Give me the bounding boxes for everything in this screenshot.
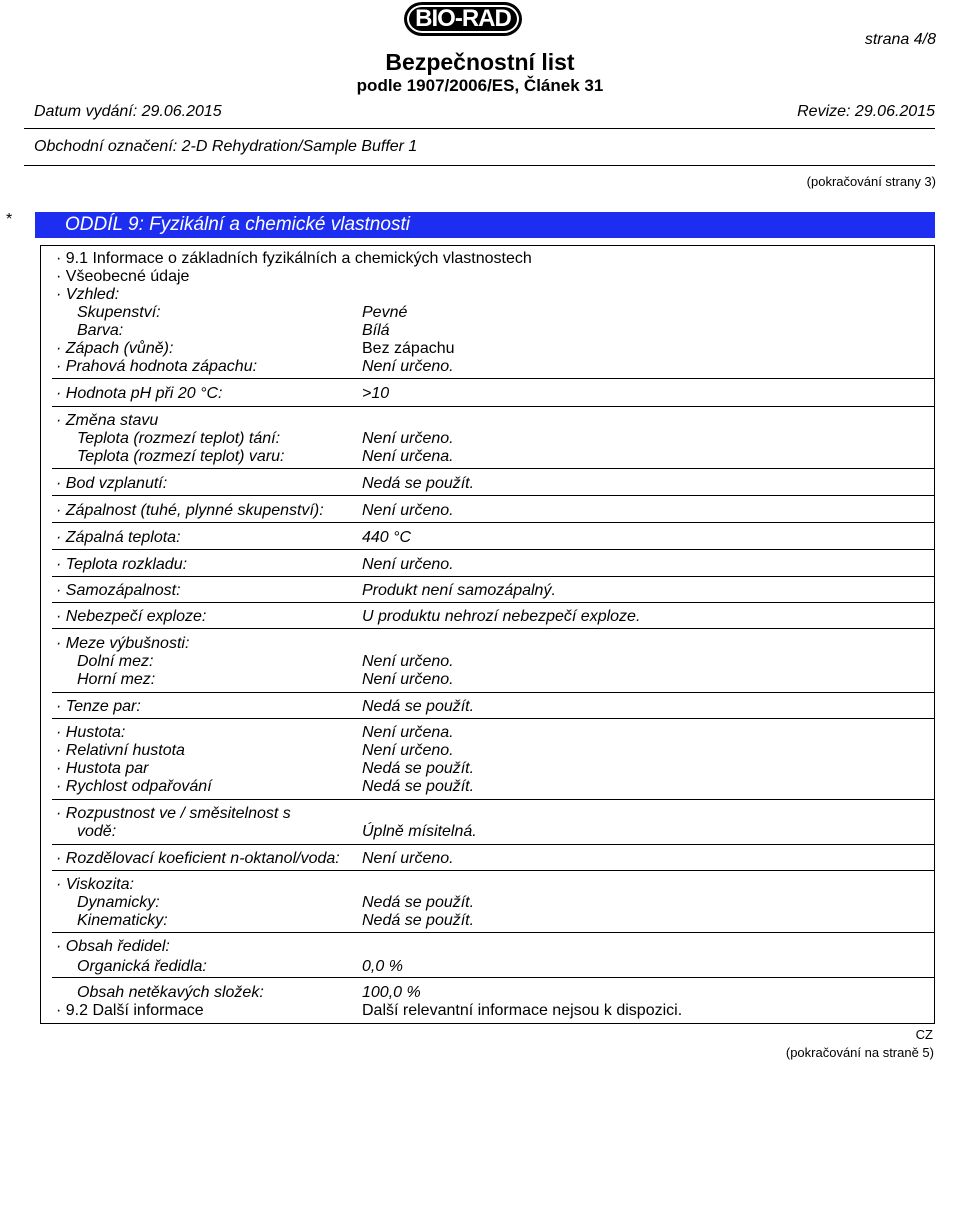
upper-limit-value: Není určeno. — [362, 671, 454, 688]
flash-point-value: Nedá se použít. — [362, 475, 475, 492]
color-label: Barva: — [77, 322, 124, 339]
upper-limit-label: Horní mez: — [77, 671, 156, 688]
decomposition-temp-value: Není určeno. — [362, 556, 454, 573]
flammability-label: · Zápalnost (tuhé, plynné skupenství): — [56, 502, 324, 519]
color-value: Bílá — [362, 322, 390, 339]
organic-solvents-value: 0,0 % — [362, 958, 403, 975]
row-separator — [52, 549, 935, 550]
flash-point-label: · Bod vzplanutí: — [56, 475, 168, 492]
revision-marker: * — [6, 211, 13, 228]
document-title: Bezpečnostní list — [385, 49, 575, 75]
relative-density-value: Není určeno. — [362, 742, 454, 759]
general-info-heading: · Všeobecné údaje — [56, 268, 190, 285]
page-number: strana 4/8 — [864, 31, 936, 48]
odor-label: · Zápach (vůně): — [56, 340, 174, 357]
odor-threshold-value: Není určeno. — [362, 358, 454, 375]
subsection-9-2-label: · 9.2 Další informace — [56, 1002, 204, 1019]
vapor-density-value: Nedá se použít. — [362, 760, 475, 777]
section-title: ODDÍL 9: Fyzikální a chemické vlastnosti — [35, 212, 935, 238]
bio-rad-logo: BIO-RAD — [404, 2, 522, 36]
appearance-label: · Vzhled: — [56, 286, 120, 303]
row-separator — [52, 844, 935, 845]
row-separator — [52, 576, 935, 577]
row-separator — [52, 799, 935, 800]
kinematic-viscosity-value: Nedá se použít. — [362, 912, 475, 929]
decomposition-temp-label: · Teplota rozkladu: — [56, 556, 188, 573]
language-code: CZ — [915, 1027, 933, 1042]
evaporation-rate-label: · Rychlost odpařování — [56, 778, 212, 795]
row-separator — [52, 692, 935, 693]
header-divider — [24, 128, 935, 129]
solvent-content-label: · Obsah ředidel: — [56, 938, 170, 955]
continued-on: (pokračování na straně 5) — [785, 1045, 934, 1060]
partition-coefficient-label: · Rozdělovací koeficient n-oktanol/voda: — [56, 850, 340, 867]
water-label: vodě: — [77, 823, 117, 840]
lower-limit-label: Dolní mez: — [77, 653, 154, 670]
solids-content-label: Obsah netěkavých složek: — [77, 984, 264, 1001]
organic-solvents-label: Organická ředidla: — [77, 958, 207, 975]
row-separator — [52, 378, 935, 379]
row-separator — [52, 406, 935, 407]
odor-threshold-label: · Prahová hodnota zápachu: — [56, 358, 258, 375]
change-of-state-label: · Změna stavu — [56, 412, 159, 429]
row-separator — [52, 718, 935, 719]
vapor-density-label: · Hustota par — [56, 760, 149, 777]
self-ignition-value: Produkt není samozápalný. — [362, 582, 556, 599]
ignition-temp-value: 440 °C — [362, 529, 412, 546]
melting-point-label: Teplota (rozmezí teplot) tání: — [77, 430, 281, 447]
solubility-label: · Rozpustnost ve / směsitelnost s — [56, 805, 291, 822]
subsection-9-2-value: Další relevantní informace nejsou k dispozici. — [362, 1002, 683, 1019]
vapor-pressure-value: Nedá se použít. — [362, 698, 475, 715]
boiling-point-value: Není určena. — [362, 448, 454, 465]
melting-point-value: Není určeno. — [362, 430, 454, 447]
self-ignition-label: · Samozápalnost: — [56, 582, 181, 599]
water-solubility-value: Úplně mísitelná. — [362, 823, 477, 840]
state-value: Pevné — [362, 304, 408, 321]
explosion-danger-value: U produktu nehrozí nebezpečí exploze. — [362, 608, 641, 625]
density-label: · Hustota: — [56, 724, 126, 741]
product-name: Obchodní označení: 2-D Rehydration/Sample Buffer 1 — [34, 138, 418, 155]
ph-value: >10 — [362, 385, 390, 402]
product-divider — [24, 165, 935, 166]
explosion-limits-label: · Meze výbušnosti: — [56, 635, 190, 652]
solids-content-value: 100,0 % — [362, 984, 421, 1001]
row-separator — [52, 870, 935, 871]
vapor-pressure-label: · Tenze par: — [56, 698, 141, 715]
ph-label: · Hodnota pH při 20 °C: — [56, 385, 223, 402]
row-separator — [52, 495, 935, 496]
row-separator — [52, 602, 935, 603]
relative-density-label: · Relativní hustota — [56, 742, 185, 759]
ignition-temp-label: · Zápalná teplota: — [56, 529, 181, 546]
flammability-value: Není určeno. — [362, 502, 454, 519]
state-label: Skupenství: — [77, 304, 161, 321]
issue-date: Datum vydání: 29.06.2015 — [34, 103, 222, 120]
row-separator — [52, 628, 935, 629]
row-separator — [52, 932, 935, 933]
dynamic-viscosity-value: Nedá se použít. — [362, 894, 475, 911]
lower-limit-value: Není určeno. — [362, 653, 454, 670]
partition-coefficient-value: Není určeno. — [362, 850, 454, 867]
revision-date: Revize: 29.06.2015 — [797, 103, 935, 120]
row-separator — [52, 468, 935, 469]
kinematic-viscosity-label: Kinematicky: — [77, 912, 168, 929]
boiling-point-label: Teplota (rozmezí teplot) varu: — [77, 448, 285, 465]
explosion-danger-label: · Nebezpečí exploze: — [56, 608, 207, 625]
row-separator — [52, 522, 935, 523]
viscosity-label: · Viskozita: — [56, 876, 134, 893]
row-separator — [52, 977, 935, 978]
continued-from: (pokračování strany 3) — [806, 174, 936, 189]
subsection-9-1-heading: · 9.1 Informace o základních fyzikálních a chemických vlastnostech — [56, 250, 532, 267]
density-value: Není určena. — [362, 724, 454, 741]
odor-value: Bez zápachu — [362, 340, 455, 357]
evaporation-rate-value: Nedá se použít. — [362, 778, 475, 795]
document-subtitle: podle 1907/2006/ES, Článek 31 — [356, 76, 604, 95]
dynamic-viscosity-label: Dynamicky: — [77, 894, 160, 911]
